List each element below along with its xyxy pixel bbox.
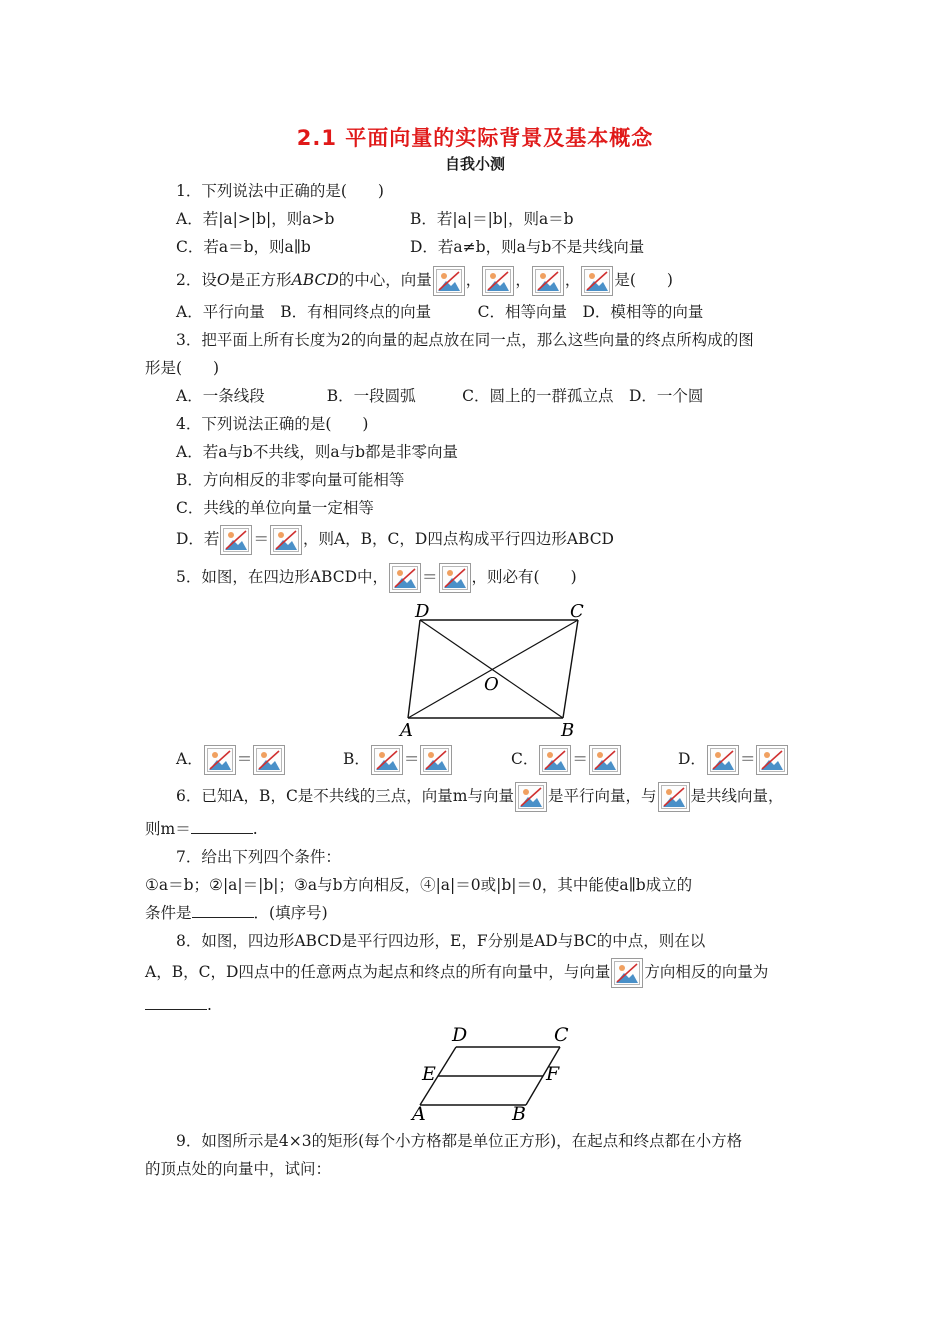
q6-line1-pre: 6．已知A，B，C是不共线的三点，向量m与向量 <box>176 787 515 805</box>
q5-option-b: B． ＝ <box>343 744 453 775</box>
broken-image-icon <box>515 782 547 812</box>
q1-option-a: A．若|a|>|b|，则a>b <box>176 210 335 228</box>
broken-image-icon <box>658 782 690 812</box>
q3-options: A．一条线段 B．一段圆弧 C．圆上的一群孤立点 D．一个圆 <box>176 387 704 405</box>
q5-opt-c-label: C． <box>511 750 539 768</box>
q8-line3-post: . <box>207 996 212 1014</box>
answer-blank[interactable] <box>192 903 254 918</box>
q5-option-a: A． ＝ <box>176 744 286 775</box>
label-d: D <box>415 601 430 622</box>
q5-stem: 5．如图，在四边形ABCD中， ＝ ，则必有( ) <box>176 562 577 593</box>
q8-line2-pre: A，B，C，D四点中的任意两点为起点和终点的所有向量中，与向量 <box>145 963 611 981</box>
q7-line2: ①a＝b；②|a|＝|b|；③a与b方向相反，④|a|＝0或|b|＝0，其中能使a∥b成立的 <box>145 876 693 894</box>
q1-option-d: D．若a≠b，则a与b不是共线向量 <box>410 238 645 256</box>
label-b: B <box>512 1103 526 1122</box>
q2-text-a: 2．设 <box>176 271 217 289</box>
q1-option-b: B．若|a|＝|b|，则a＝b <box>410 210 574 228</box>
parallelogram-ef-figure <box>408 1022 588 1122</box>
q4-d-post: ，则A，B，C，D四点构成平行四边形ABCD <box>302 530 614 548</box>
label-o: O <box>484 674 499 695</box>
q5-opt-a-label: A． <box>176 750 203 768</box>
q5-option-c: C． ＝ <box>511 744 622 775</box>
q4-option-d: D．若 ＝ ，则A，B，C，D四点构成平行四边形ABCD <box>176 524 614 555</box>
broken-image-icon <box>253 745 285 775</box>
q1-option-c: C．若a＝b，则a∥b <box>176 238 311 256</box>
q5-opt-b-label: B． <box>343 750 370 768</box>
q4-option-c: C．共线的单位向量一定相等 <box>176 499 374 517</box>
q6-line1 <box>176 781 784 812</box>
q8-line2-post: 方向相反的向量为 <box>644 963 769 981</box>
answer-blank[interactable] <box>145 995 207 1010</box>
q8-line1: 8．如图，四边形ABCD是平行四边形，E，F分别是AD与BC的中点，则在以 <box>176 932 706 950</box>
q2-text-end: 是( ) <box>614 271 673 289</box>
page-title: 2.1 平面向量的实际背景及基本概念 <box>296 126 654 150</box>
broken-image-icon <box>220 525 252 555</box>
q1-stem: 1．下列说法中正确的是( ) <box>176 182 384 200</box>
broken-image-icon <box>420 745 452 775</box>
q7-line3 <box>145 902 328 924</box>
broken-image-icon <box>433 266 465 296</box>
q4-stem: 4．下列说法正确的是( ) <box>176 415 369 433</box>
q6-line2-pre: 则m＝ <box>145 820 191 838</box>
q9-line1: 9．如图所示是4×3的矩形(每个小方格都是单位正方形)，在起点和终点都在小方格 <box>176 1132 743 1150</box>
q4-option-a: A．若a与b不共线，则a与b都是非零向量 <box>176 443 459 461</box>
label-c: C <box>554 1024 569 1046</box>
broken-image-icon <box>371 745 403 775</box>
q7-line1: 7．给出下列四个条件： <box>176 848 341 866</box>
q7-line3-post: ．(填序号) <box>253 904 328 922</box>
label-d: D <box>452 1024 468 1046</box>
q2-text-abcd: ABCD <box>291 271 339 289</box>
diagonal-ca <box>408 620 578 718</box>
q6-line1-post: 是共线向量， <box>690 787 784 805</box>
q3-line2: 形是( ) <box>145 359 220 377</box>
edge-cb <box>563 620 578 718</box>
label-a: A <box>412 1103 426 1122</box>
q9-line2: 的顶点处的向量中，试问： <box>145 1160 332 1178</box>
broken-image-icon <box>270 525 302 555</box>
label-b: B <box>561 720 575 740</box>
q6-line2 <box>145 818 258 840</box>
q6-line1-mid: 是平行向量，与 <box>548 787 657 805</box>
broken-image-icon <box>539 745 571 775</box>
broken-image-icon <box>439 563 471 593</box>
q4-d-pre: D．若 <box>176 530 220 548</box>
broken-image-icon <box>707 745 739 775</box>
q5-stem-post: ，则必有( ) <box>471 568 577 586</box>
q8-line2 <box>145 957 768 988</box>
q2-text-b: 是正方形 <box>229 271 292 289</box>
broken-image-icon <box>756 745 788 775</box>
broken-image-icon <box>611 958 643 988</box>
q6-line2-post: . <box>252 820 258 838</box>
q5-option-d: D． ＝ <box>678 744 789 775</box>
label-a: A <box>400 720 413 740</box>
broken-image-icon <box>581 266 613 296</box>
q5-opt-d-label: D． <box>678 750 706 768</box>
broken-image-icon <box>589 745 621 775</box>
q2-options: A．平行向量 B．有相同终点的向量 C．相等向量 D．模相等的向量 <box>176 303 704 321</box>
diagonal-db <box>420 620 563 718</box>
label-f: F <box>546 1063 560 1085</box>
q2-stem: 2．设O是正方形ABCD的中心，向量 ， ， ， 是( ) <box>176 265 673 296</box>
q7-line3-pre: 条件是 <box>145 904 192 922</box>
label-e: E <box>422 1063 436 1085</box>
q2-text-c: 的中心，向量 <box>338 271 432 289</box>
answer-blank[interactable] <box>191 819 253 834</box>
edge-da <box>408 620 420 718</box>
broken-image-icon <box>532 266 564 296</box>
q4-option-b: B．方向相反的非零向量可能相等 <box>176 471 405 489</box>
page-subtitle: 自我小测 <box>444 155 505 173</box>
broken-image-icon <box>389 563 421 593</box>
q5-stem-pre: 5．如图，在四边形ABCD中， <box>176 568 389 586</box>
q3-line1: 3．把平面上所有长度为2的向量的起点放在同一点，那么这些向量的终点所构成的图 <box>176 331 754 349</box>
label-c: C <box>570 601 584 622</box>
q2-text-o: O <box>216 271 230 289</box>
broken-image-icon <box>482 266 514 296</box>
parallelogram-figure <box>398 600 598 740</box>
q8-line3 <box>145 994 212 1016</box>
broken-image-icon <box>204 745 236 775</box>
